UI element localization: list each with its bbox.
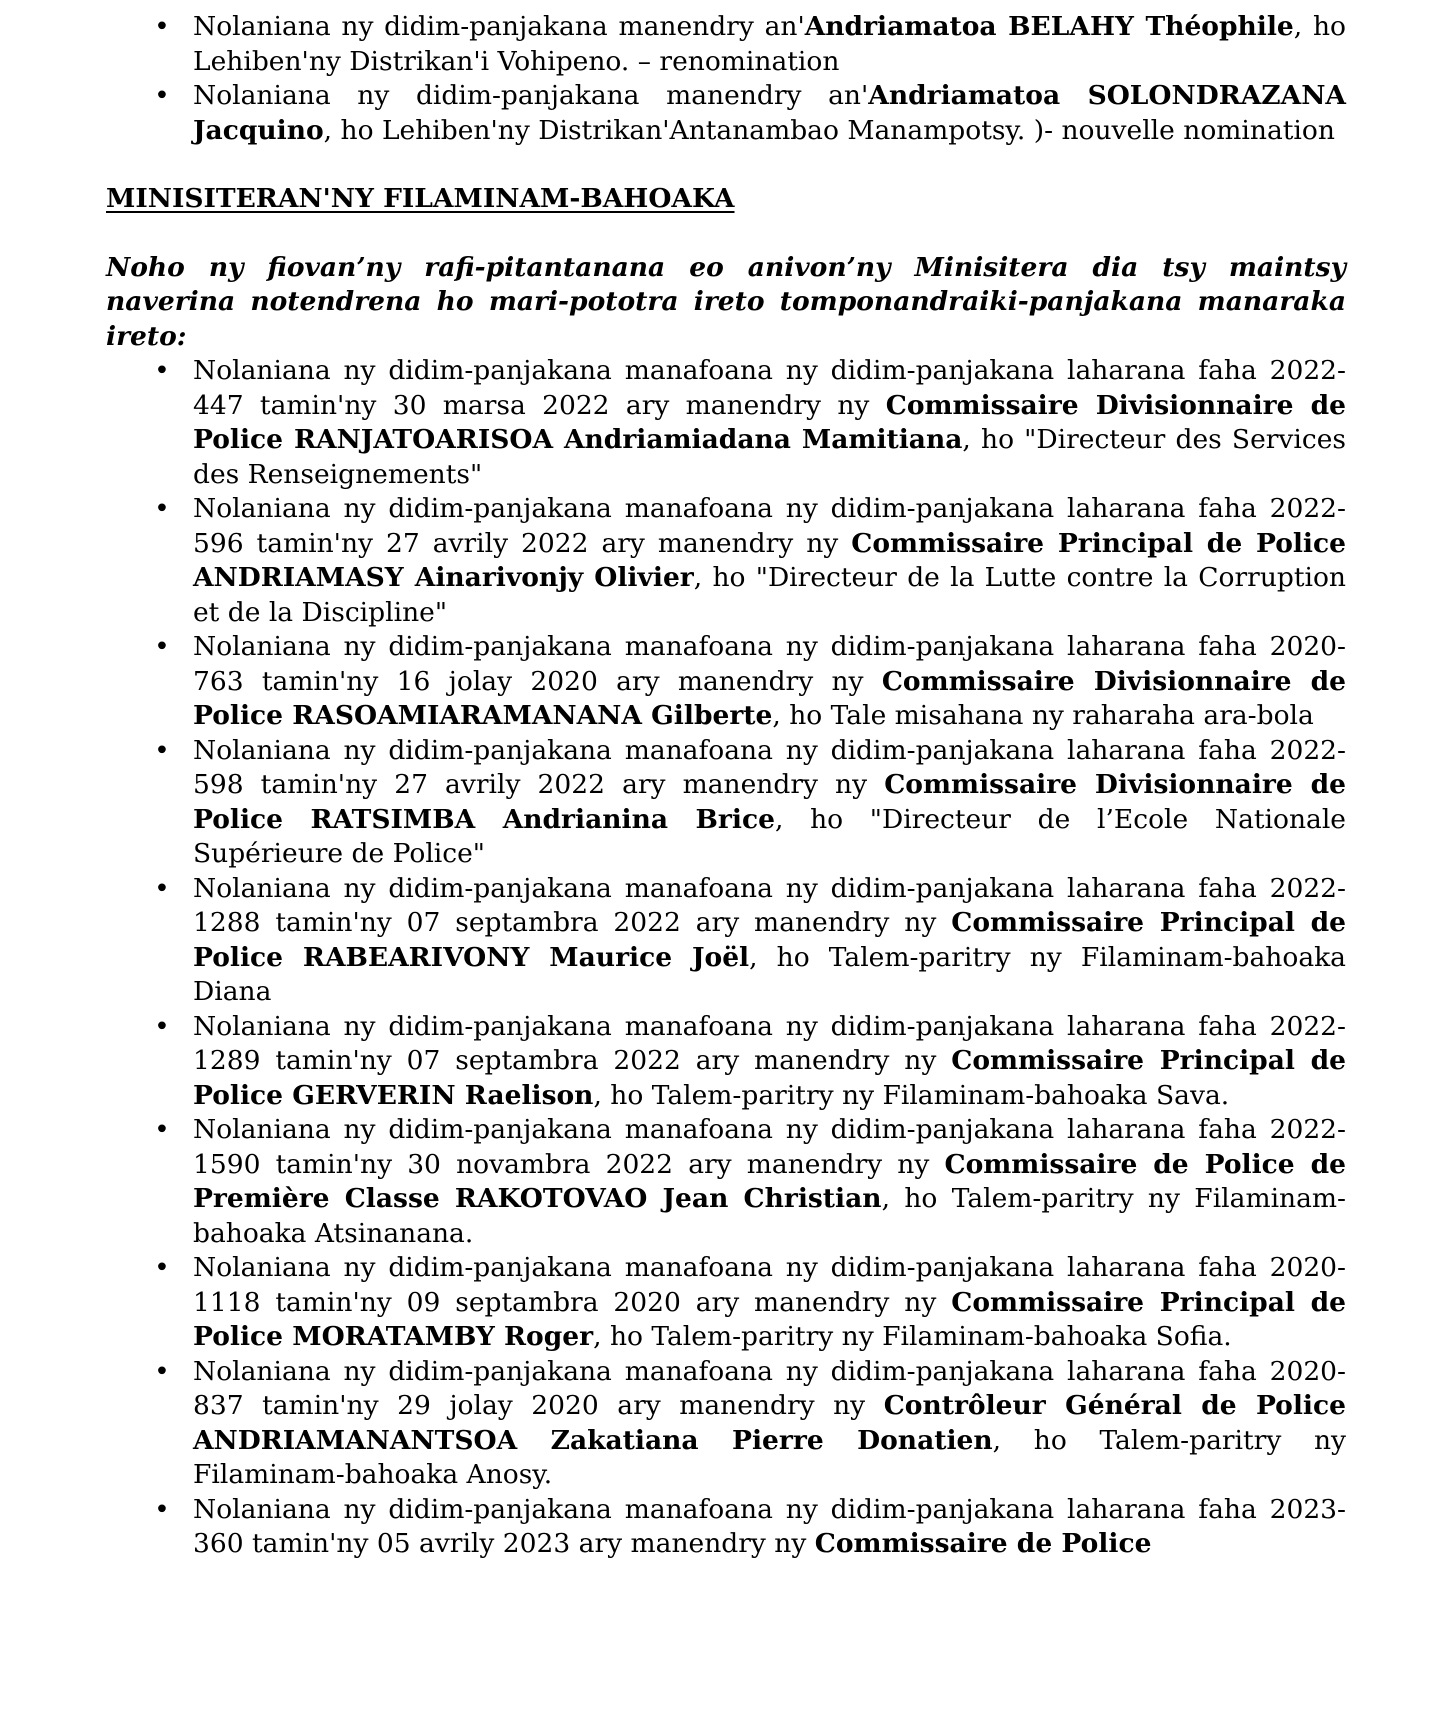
bullet-icon: •	[154, 80, 170, 111]
item-name: Commissaire de Police	[814, 1528, 1152, 1559]
item-role: , ho "Directeur de l’Ecole Nationale Supérieure de Police"	[193, 803, 1346, 869]
bullet-icon: •	[154, 1355, 170, 1387]
item-role: , ho Talem-paritry ny Filaminam-bahoaka Sofia.	[593, 1321, 1232, 1352]
item-name: Commissaire de Police de Première Classe RAKOTOVAO Jean Christian	[193, 1148, 1346, 1214]
list-item	[106, 630, 1346, 734]
bullet-icon: •	[154, 11, 170, 42]
bullet-icon: •	[154, 1252, 170, 1283]
item-name: Commissaire Divisionnaire de Police RANJATOARISOA Andriamiadana Mamitiana	[193, 389, 1347, 455]
list-item	[106, 354, 1346, 492]
bullet-icon: •	[154, 1010, 170, 1042]
item-text: Nolaniana ny didim-panjakana manafoana ny didim-panjakana laharana faha 2022-447 tamin'ny 30 marsa 2022 ary manendry ny	[193, 355, 1346, 421]
item-name: Andriamatoa SOLONDRAZANA Jacquino	[193, 80, 1346, 146]
bullet-icon: •	[154, 493, 170, 524]
bullet-icon: •	[154, 631, 170, 662]
item-text: Nolaniana ny didim-panjakana manafoana ny didim-panjakana laharana faha 2022-1288 tamin'ny 07 septambra 2022 ary manendry ny	[193, 872, 1346, 938]
item-role: , ho Lehiben'ny Distrikan'i Vohipeno. – renomination	[193, 11, 1346, 77]
item-name: Contrôleur Général de Police ANDRIAMANANTSOA Zakatiana Pierre Donatien	[193, 1390, 1346, 1456]
item-role: , ho Talem-paritry ny Filaminam-bahoaka Sava.	[593, 1079, 1230, 1111]
item-text: Nolaniana ny didim-panjakana manafoana ny didim-panjakana laharana faha 2022-596 tamin'ny 27 avrily 2022 ary manendry ny	[193, 493, 1346, 559]
list-item	[106, 872, 1346, 1010]
item-text: Nolaniana ny didim-panjakana manendry an'	[193, 11, 805, 42]
document-body	[106, 10, 1346, 1562]
list-item	[106, 1355, 1346, 1493]
item-name: Commissaire Divisionnaire de Police RATSIMBA Andrianina Brice	[193, 769, 1346, 835]
item-name: Commissaire Divisionnaire de Police RASOAMIARAMANANA Gilberte	[193, 665, 1346, 731]
item-role: , ho Talem-paritry ny Filaminam-bahoaka Atsinanana.	[193, 1183, 1346, 1249]
bullet-icon: •	[154, 1493, 170, 1525]
item-name: Commissaire Principal de Police RABEARIVONY Maurice Joël	[193, 907, 1347, 973]
list-item	[106, 1493, 1346, 1562]
item-role: , ho Tale misahana ny raharaha ara-bola	[772, 700, 1314, 731]
section-heading: MINISITERAN'NY FILAMINAM-BAHOAKA	[106, 183, 735, 214]
item-role: , ho "Directeur de la Lutte contre la Corruption et de la Discipline"	[193, 562, 1346, 628]
item-role: , ho Talem-paritry ny Filaminam-bahoaka Anosy.	[193, 1424, 1346, 1490]
item-role: , ho Lehiben'ny Distrikan'Antanambao Manampotsy. )- nouvelle nomination	[323, 114, 1335, 146]
section-intro: Noho ny fiovan’ny rafi-pitantanana eo anivon’ny Minisitera dia tsy maintsy naverina notendrena ho mari-pototra ireto tomponandraiki-panjakana manaraka ireto:	[106, 251, 1346, 352]
list-item	[106, 734, 1346, 872]
item-text: Nolaniana ny didim-panjakana manafoana ny didim-panjakana laharana faha 2022-1289 tamin'ny 07 septambra 2022 ary manendry ny	[193, 1010, 1346, 1076]
list-item	[106, 1113, 1346, 1251]
list-item	[106, 79, 1346, 148]
item-text: Nolaniana ny didim-panjakana manafoana ny didim-panjakana laharana faha 2020-763 tamin'ny 16 jolay 2020 ary manendry ny	[193, 631, 1346, 697]
list-item	[106, 492, 1346, 630]
item-name: Commissaire Principal de Police ANDRIAMASY Ainarivonjy Olivier	[193, 527, 1346, 593]
list-item	[106, 1251, 1346, 1355]
item-name: Commissaire Principal de Police GERVERIN Raelison	[193, 1045, 1347, 1111]
item-role: , ho Talem-paritry ny Filaminam-bahoaka Diana	[193, 941, 1346, 1007]
item-name: Andriamatoa BELAHY Théophile	[804, 11, 1294, 42]
appointment-list	[106, 354, 1346, 1562]
item-text: Nolaniana ny didim-panjakana manafoana ny didim-panjakana laharana faha 2023-360 tamin'ny 05 avrily 2023 ary manendry ny	[193, 1493, 1346, 1559]
appointment-list-top	[106, 10, 1346, 148]
item-text: Nolaniana ny didim-panjakana manendry an'	[193, 80, 869, 111]
bullet-icon: •	[154, 355, 170, 386]
bullet-icon: •	[154, 872, 170, 904]
list-item	[106, 10, 1346, 79]
bullet-icon: •	[154, 1114, 170, 1145]
item-text: Nolaniana ny didim-panjakana manafoana ny didim-panjakana laharana faha 2022-598 tamin'ny 27 avrily 2022 ary manendry ny	[193, 734, 1346, 800]
item-text: Nolaniana ny didim-panjakana manafoana ny didim-panjakana laharana faha 2020-837 tamin'ny 29 jolay 2020 ary manendry ny	[193, 1355, 1346, 1421]
item-name: Commissaire Principal de Police MORATAMBY Roger	[193, 1286, 1347, 1352]
item-text: Nolaniana ny didim-panjakana manafoana ny didim-panjakana laharana faha 2022-1590 tamin'ny 30 novambra 2022 ary manendry ny	[193, 1114, 1346, 1180]
bullet-icon: •	[154, 734, 170, 766]
item-text: Nolaniana ny didim-panjakana manafoana ny didim-panjakana laharana faha 2020-1118 tamin'ny 09 septambra 2020 ary manendry ny	[193, 1252, 1346, 1318]
list-item	[106, 1010, 1346, 1114]
item-role: , ho "Directeur des Services des Renseignements"	[193, 424, 1346, 490]
